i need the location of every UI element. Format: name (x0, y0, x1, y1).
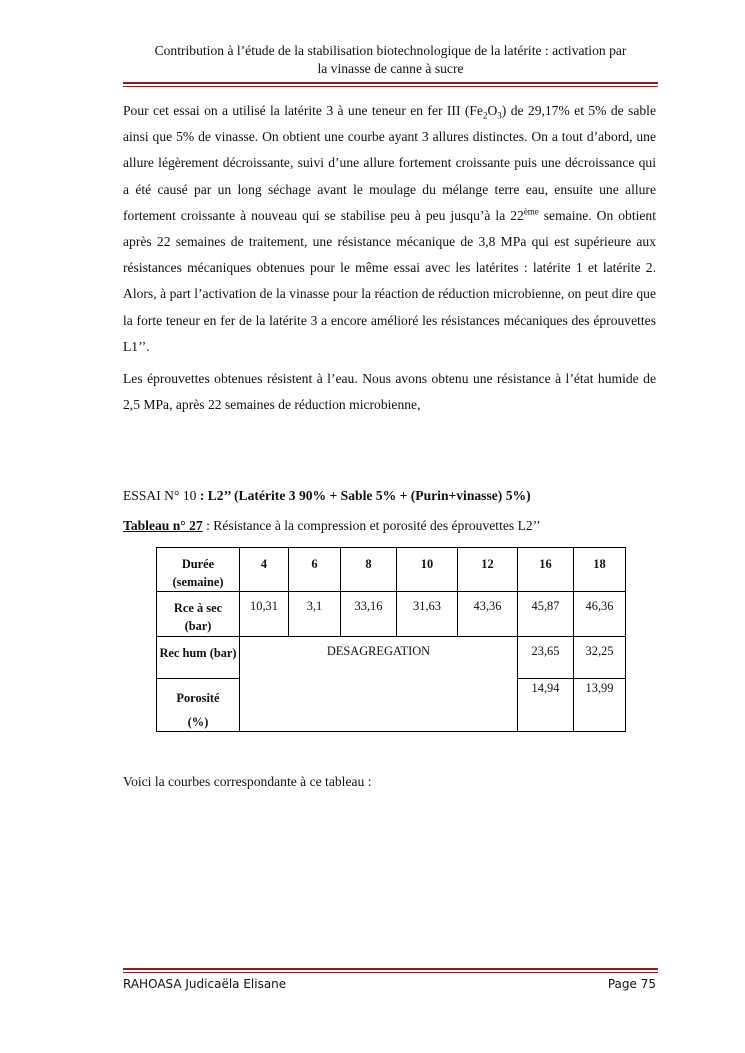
week-cell: 8 (341, 548, 397, 592)
header-title-line1: Contribution à l’étude de la stabilisation biotechnologique de la latérite : activation par (154, 43, 627, 58)
week-cell: 6 (289, 548, 341, 592)
header-rule-thick (123, 82, 658, 84)
header-title-line2: la vinasse de canne à sucre (317, 61, 464, 76)
table-number: Tableau n° 27 (123, 518, 203, 533)
footer-rule-thick (123, 968, 658, 970)
table-row-duree (157, 548, 626, 592)
table-row-rec (157, 637, 626, 679)
week-cell: 12 (458, 548, 518, 592)
after-table-text: Voici la courbes correspondante à ce tableau : (123, 774, 372, 789)
porosite-cell: 13,99 (574, 679, 626, 732)
footer-rule-thin (123, 972, 658, 973)
paragraph-text: O (487, 103, 498, 118)
header-rule-thin (123, 86, 658, 87)
porosite-cell: 14,94 (518, 679, 574, 732)
paragraph-latérite-3 (123, 98, 656, 360)
week-cell: 4 (240, 548, 289, 592)
rec-cell: 23,65 (518, 637, 574, 679)
rce-cell: 31,63 (397, 592, 458, 637)
superscript: ème (523, 206, 539, 217)
rce-cell: 46,36 (574, 592, 626, 637)
essai-heading (123, 486, 656, 506)
week-cell: 16 (518, 548, 574, 592)
footer-page-number: Page 75 (607, 977, 656, 991)
paragraph-text: Pour cet essai on a utilisé la latérite 3 à une teneur en fer III (Fe (123, 103, 483, 118)
rec-cell: 32,25 (574, 637, 626, 679)
subscript: 2 (482, 110, 488, 121)
row-header-rce: Rce à sec (bar) (157, 592, 240, 637)
week-cell: 10 (397, 548, 458, 592)
subscript: 3 (497, 110, 502, 121)
paragraph-water-resistance: Les éprouvettes obtenues résistent à l’eau. Nous avons obtenu une résistance à l’état humide de 2,5 MPa, après 22 semaines de réduction microbienne, (123, 371, 656, 413)
body-text (123, 98, 656, 418)
rce-cell: 43,36 (458, 592, 518, 637)
results-table (156, 547, 626, 732)
rce-cell: 10,31 (240, 592, 289, 637)
essai-prefix: ESSAI N° 10 (123, 488, 200, 503)
desagregation-cell: DESAGREGATION (240, 637, 518, 732)
table-caption (123, 516, 656, 536)
footer-author: RAHOASA Judicaëla Elisane (123, 977, 287, 991)
rce-cell: 3,1 (289, 592, 341, 637)
rce-cell: 33,16 (341, 592, 397, 637)
porosite-unit: (%) (187, 715, 209, 729)
week-cell: 18 (574, 548, 626, 592)
row-header-duree: Durée (semaine) (157, 548, 240, 592)
porosite-label: Porosité (176, 691, 220, 705)
page-header (123, 42, 658, 78)
table-caption-text: : Résistance à la compression et porosité des éprouvettes L2’’ (202, 518, 541, 533)
paragraph-text: semaine. On obtient après 22 semaines de traitement, une résistance mécanique de 3,8 MPa qui est supérieure aux résistances mécaniques obtenues pour le même essai avec les latérites : latérite 1 et latérite 2. Alors, à part l’activation de la vinasse pour la réaction de réduction microbienne, on peut dire que la forte teneur en fer de la latérite 3 a encore amélioré les résistances mécaniques des éprouvettes L1’’. (123, 207, 656, 354)
row-header-rec: Rec hum (bar) (157, 637, 240, 679)
table-row-rce (157, 592, 626, 637)
essai-composition: : L2’’ (Latérite 3 90% + Sable 5% + (Purin+vinasse) 5%) (199, 488, 531, 503)
paragraph-text: ) de 29,17% et 5% de sable ainsi que 5% de vinasse. On obtient une courbe ayant 3 allures distinctes. On a tout d’abord, une allure légèrement décroissante, suivi d’une allure fortement croissante puis une décroissance qui a été causé par un long séchage avant le moulage du mélange terre eau, ensuite une allure fortement croissante à nouveau qui se stabilise peu à peu jusqu’à la 22 (123, 103, 656, 223)
row-header-porosite (157, 679, 240, 732)
rce-cell: 45,87 (518, 592, 574, 637)
